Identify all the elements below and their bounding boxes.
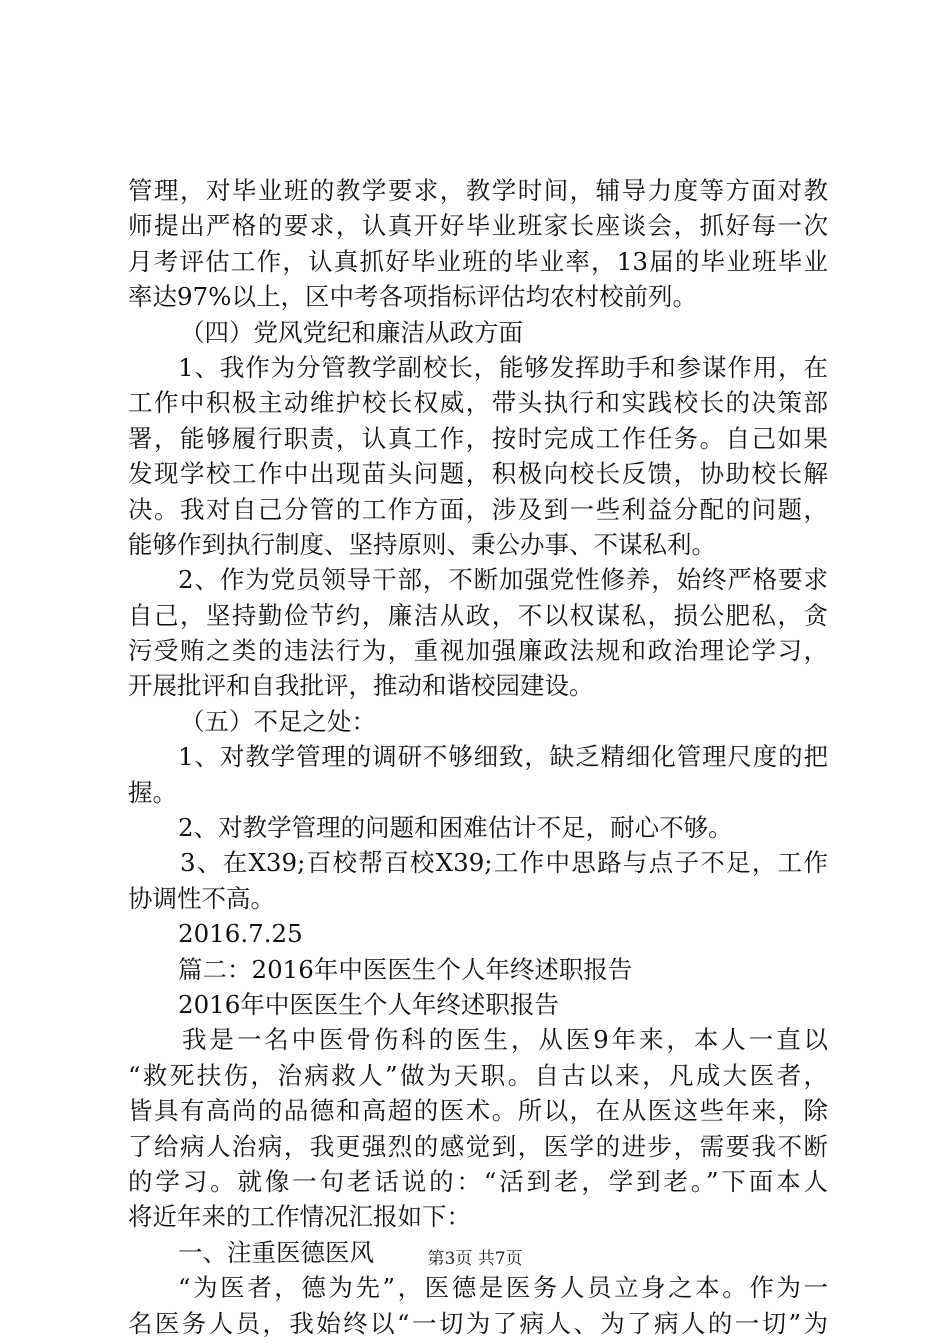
text-line: 率达97%以上，区中考各项指标评估均农村校前列。 xyxy=(128,282,697,312)
text-line: 名医务人员，我始终以“一切为了病人、为了病人的一切”为 xyxy=(128,1308,828,1338)
text-line: 决。我对自己分管的工作方面，涉及到一些利益分配的问题， xyxy=(128,494,828,524)
text-line: 师提出严格的要求，认真开好毕业班家长座谈会，抓好每一次 xyxy=(128,211,828,241)
text-line: 一、注重医德医风 xyxy=(178,1237,374,1267)
text-line: 署，能够履行职责，认真工作，按时完成工作任务。自己如果 xyxy=(128,423,828,453)
document-body xyxy=(128,173,828,1341)
text-line: 协调性不高。 xyxy=(128,883,275,913)
text-line: 发现学校工作中出现苗头问题，积极向校长反馈，协助校长解 xyxy=(128,459,828,489)
text-line: 3、在X39;百校帮百校X39;工作中思路与点子不足，工作 xyxy=(180,848,828,878)
text-line: （五）不足之处： xyxy=(180,706,376,736)
text-line: 2016年中医医生个人年终述职报告 xyxy=(178,989,559,1019)
text-line: “为医者，德为先”，医德是医务人员立身之本。作为一 xyxy=(178,1273,828,1303)
text-line: 能够作到执行制度、坚持原则、秉公办事、不谋私利。 xyxy=(128,529,716,559)
text-line: 2、对教学管理的问题和困难估计不足，耐心不够。 xyxy=(178,813,733,843)
text-line: 自己，坚持勤俭节约，廉洁从政，不以权谋私，损公肥私，贪 xyxy=(128,600,828,630)
text-line: 月考评估工作，认真抓好毕业班的毕业率，13届的毕业班毕业 xyxy=(128,246,828,276)
text-line: 污受贿之类的违法行为，重视加强廉政法规和政治理论学习， xyxy=(128,636,828,666)
text-line: 我是一名中医骨伤科的医生，从医9年来，本人一直以 xyxy=(182,1025,828,1055)
text-line: 篇二：2016年中医医生个人年终述职报告 xyxy=(178,954,633,984)
text-line: 了给病人治病，我更强烈的感觉到，医学的进步，需要我不断 xyxy=(128,1131,828,1161)
text-line: 2016.7.25 xyxy=(178,919,303,949)
text-line: 握。 xyxy=(128,777,177,807)
text-line: 1、对教学管理的调研不够细致，缺乏精细化管理尺度的把 xyxy=(178,742,828,772)
text-line: 1、我作为分管教学副校长，能够发挥助手和参谋作用，在 xyxy=(178,352,828,382)
text-line: 管理，对毕业班的教学要求，教学时间，辅导力度等方面对教 xyxy=(128,176,828,205)
text-line: 皆具有高尚的品德和高超的医术。所以，在从医这些年来，除 xyxy=(128,1096,828,1126)
text-line: （四）党风党纪和廉洁从政方面 xyxy=(180,317,523,347)
text-line: 开展批评和自我批评，推动和谐校园建设。 xyxy=(128,671,594,701)
text-line: “救死扶伤，治病救人”做为天职。自古以来，凡成大医者， xyxy=(128,1060,828,1090)
page-footer: 第3页 共7页 xyxy=(427,1249,523,1269)
text-line: 将近年来的工作情况汇报如下： xyxy=(128,1202,471,1232)
text-line: 工作中积极主动维护校长权威，带头执行和实践校长的决策部 xyxy=(128,388,828,418)
text-line: 的学习。就像一句老话说的：“活到老，学到老。”下面本人 xyxy=(128,1166,828,1196)
text-line: 2、作为党员领导干部，不断加强党性修养，始终严格要求 xyxy=(178,565,828,595)
